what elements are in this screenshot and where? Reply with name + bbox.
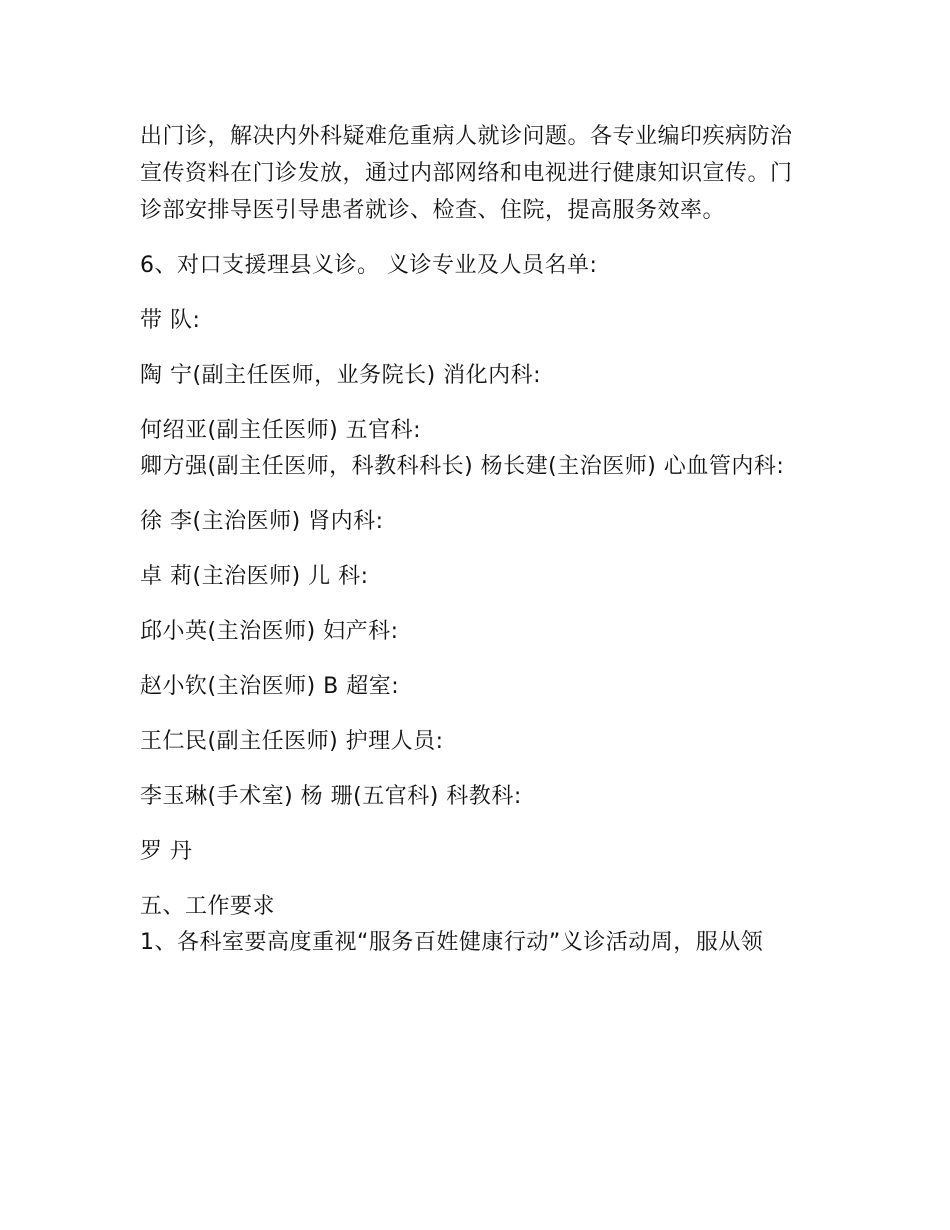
list-item-wang-renmin: 王仁民(副主任医师) 护理人员:: [140, 729, 444, 754]
list-item-luo-dan: 罗 丹: [140, 839, 193, 864]
list-item-zhao-xiaoqin: 赵小钦(主治医师) B 超室:: [140, 674, 400, 699]
list-item-tao-ning: 陶 宁(副主任医师，业务院长) 消化内科:: [140, 363, 542, 388]
list-item-zhuo-li: 卓 莉(主治医师) 儿 科:: [140, 564, 369, 589]
list-item-qiu-xiaoying: 邱小英(主治医师) 妇产科:: [140, 619, 399, 644]
list-item-team-lead: 带 队:: [140, 308, 201, 333]
paragraph-free-clinic-heading: 6、对口支援理县义诊。 义诊专业及人员名单:: [140, 253, 598, 278]
list-item-qing-fangqiang: 卿方强(副主任医师，科教科科长) 杨长建(主治医师) 心血管内科:: [140, 454, 785, 479]
list-item-he-shaoya: 何绍亚(副主任医师) 五官科:: [140, 418, 422, 443]
paragraph-requirement-1: 1、各科室要高度重视“服务百姓健康行动”义诊活动周，服从领: [140, 930, 764, 955]
document-body: [140, 118, 810, 961]
list-item-li-yulin: 李玉琳(手术室) 杨 珊(五官科) 科教科:: [140, 784, 522, 809]
section-heading-work-requirements: 五、工作要求: [140, 894, 276, 919]
paragraph-outpatient-services: 出门诊，解决内外科疑难危重病人就诊问题。各专业编印疾病防治宣传资料在门诊发放，通过内部网络和电视进行健康知识宣传。门诊部安排导医引导患者就诊、检查、住院，提高服务效率。: [140, 124, 793, 223]
list-item-xu-li: 徐 李(主治医师) 肾内科:: [140, 509, 384, 534]
